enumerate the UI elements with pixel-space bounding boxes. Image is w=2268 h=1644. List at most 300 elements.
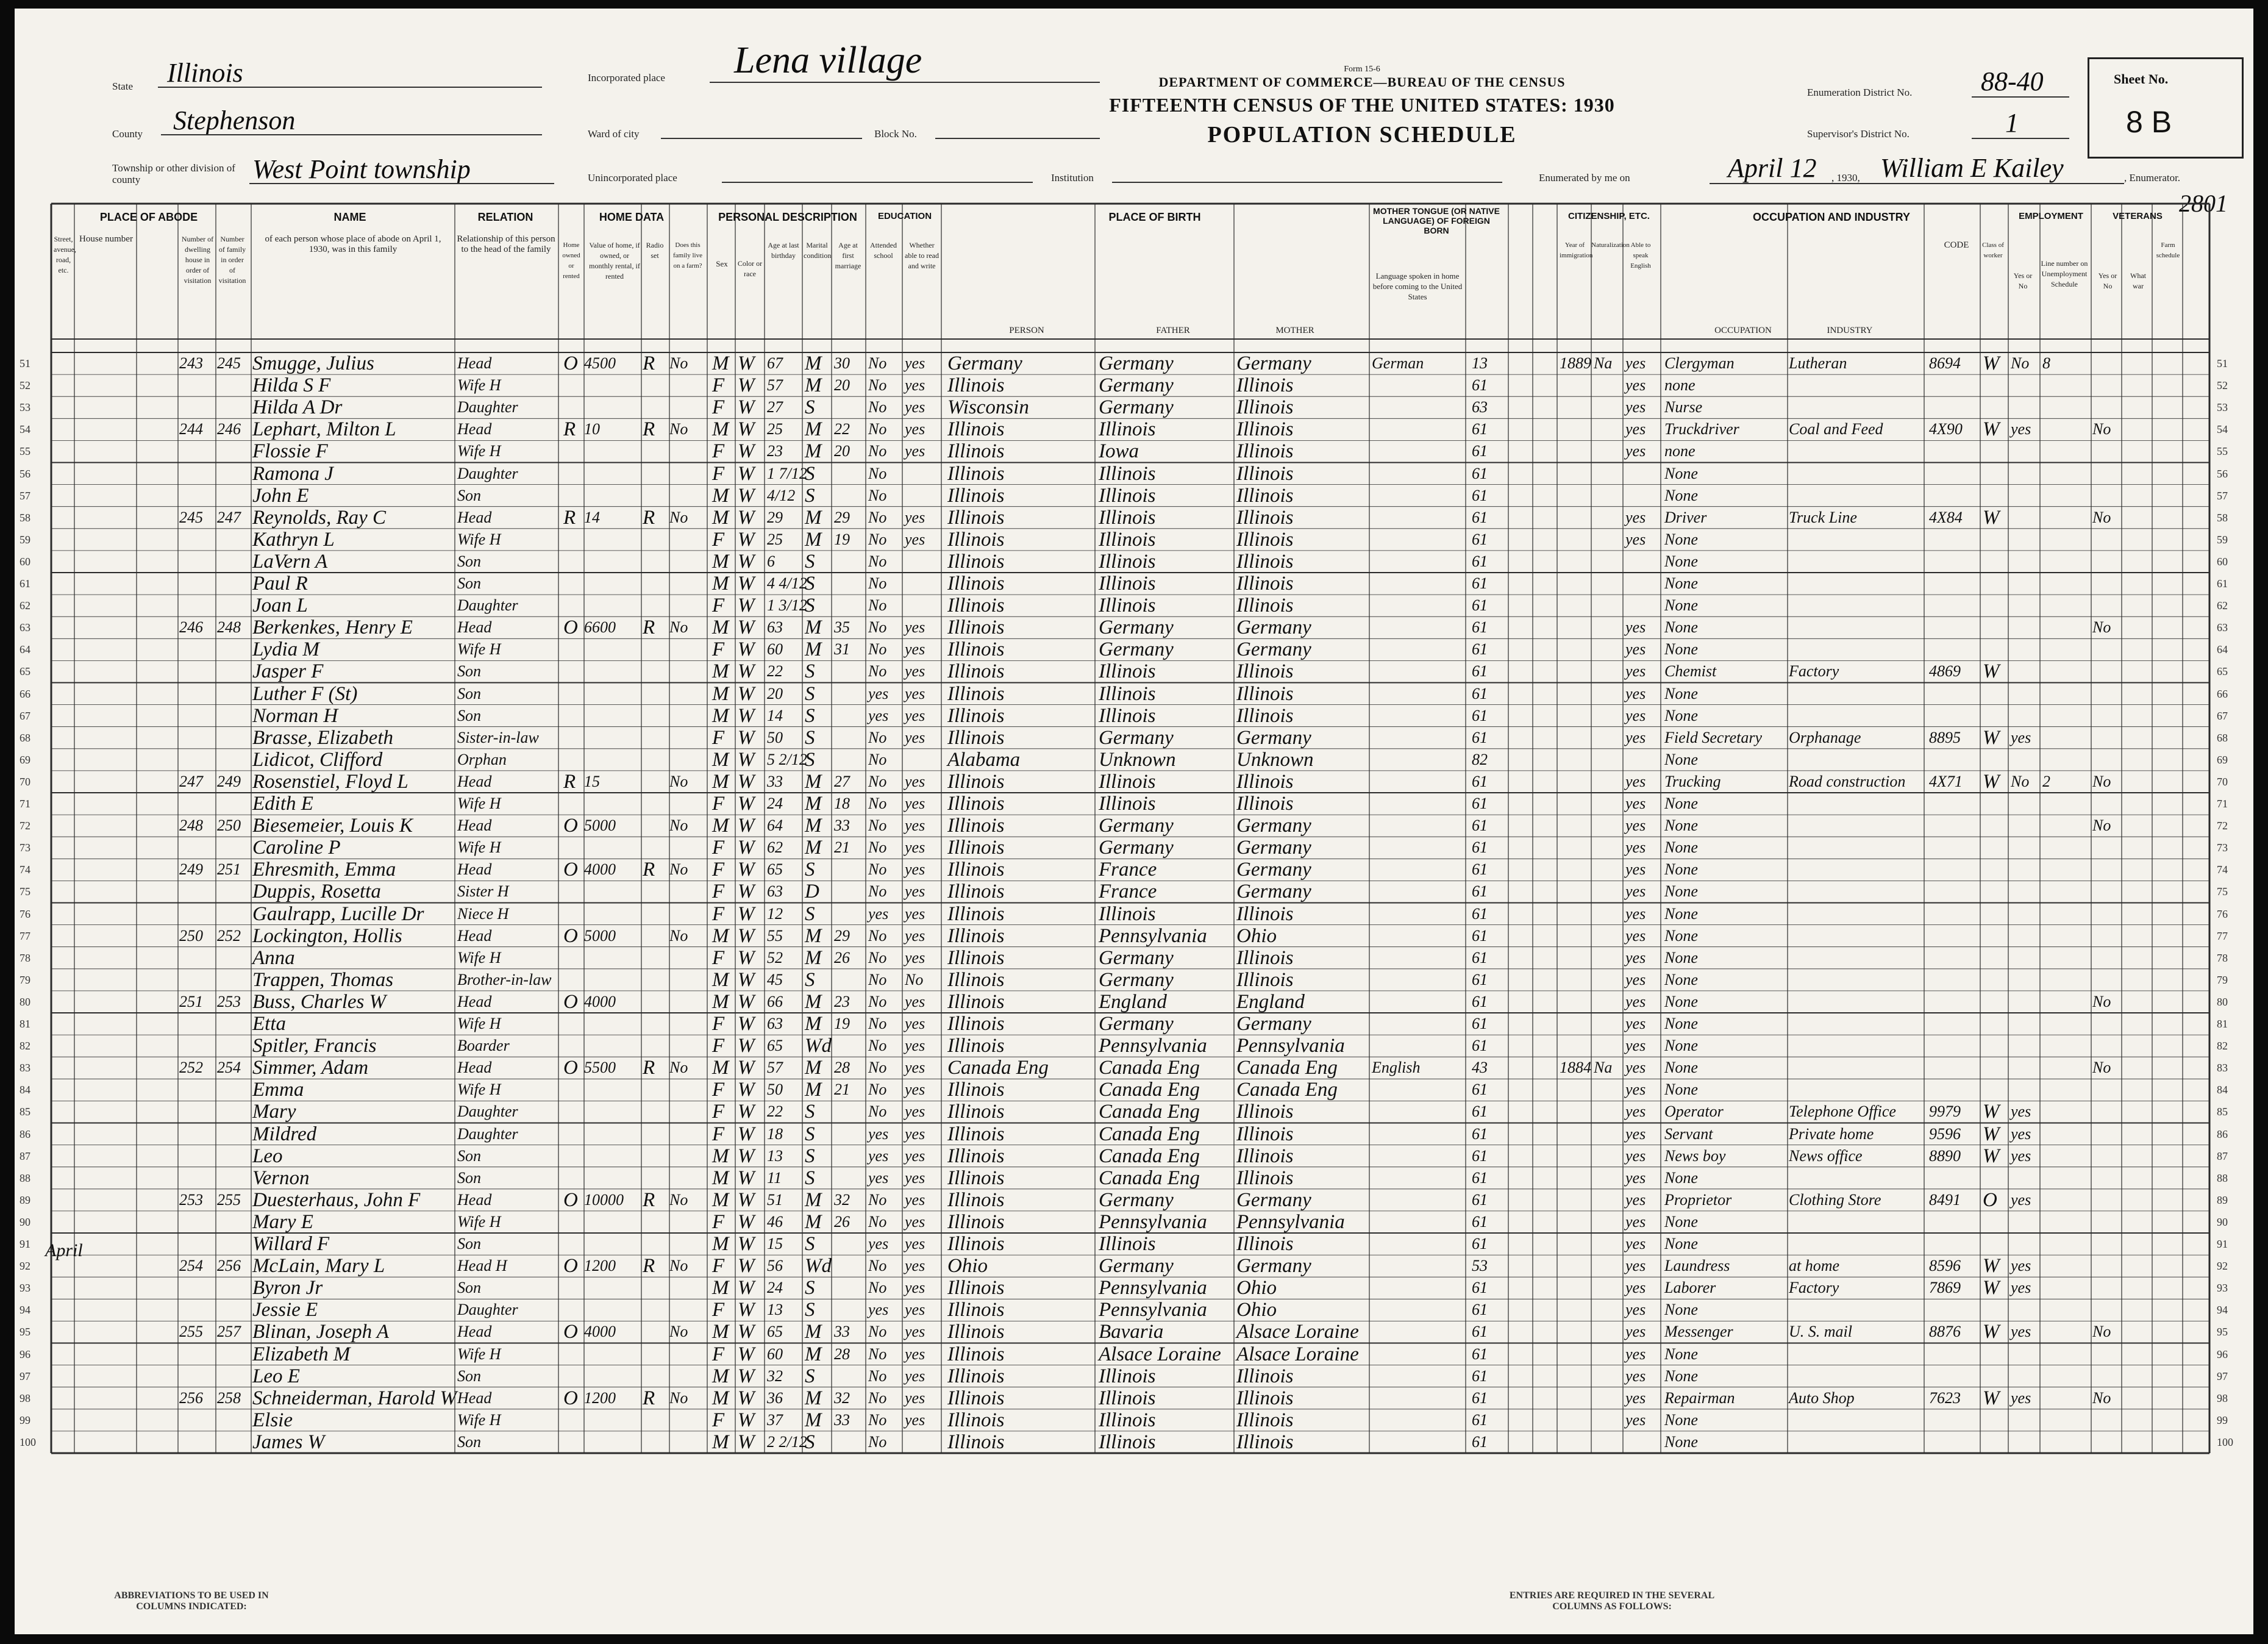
cell-name: Luther F (St) bbox=[252, 682, 358, 705]
cell-employed bbox=[2011, 463, 2038, 485]
cell-relation: Son bbox=[457, 662, 481, 681]
cell-age-married: 19 bbox=[834, 1015, 850, 1032]
cell-tongue bbox=[1372, 1299, 1463, 1321]
cell-natz bbox=[1594, 1409, 1621, 1431]
cell-tenure bbox=[563, 1365, 582, 1387]
cell-family bbox=[217, 529, 248, 551]
cell-ind-code bbox=[1929, 1431, 1980, 1453]
cell-school: yes bbox=[868, 1235, 889, 1253]
cell-tenure bbox=[563, 1277, 582, 1299]
cell-birth-person: Illinois bbox=[947, 990, 1005, 1013]
cell-line: 89 bbox=[20, 1193, 30, 1206]
cell-immig bbox=[1560, 683, 1591, 705]
cell-marital: S bbox=[805, 1145, 815, 1167]
cell-tongue bbox=[1372, 1211, 1463, 1233]
cell-veteran bbox=[2092, 1189, 2123, 1211]
cell-birth-person: Illinois bbox=[947, 550, 1005, 573]
cell-race: W bbox=[738, 924, 755, 947]
cell-tenure: O bbox=[563, 924, 578, 947]
cell-sex: F bbox=[712, 1299, 725, 1321]
cell-marital: S bbox=[805, 1365, 815, 1387]
cell-tongue bbox=[1372, 1101, 1463, 1123]
cell-race: W bbox=[738, 484, 755, 507]
cell-radio bbox=[643, 1101, 667, 1123]
cell-radio bbox=[643, 660, 667, 682]
cell-employed bbox=[2011, 837, 2038, 859]
cell-farm bbox=[669, 947, 705, 969]
cell-industry bbox=[1789, 529, 1923, 551]
cell-occupation: None bbox=[1664, 1081, 1698, 1099]
unincorporated-label: Unincorporated place bbox=[588, 172, 677, 184]
cell-name: McLain, Mary L bbox=[252, 1255, 385, 1278]
cell-radio bbox=[643, 1079, 667, 1101]
cell-radio bbox=[643, 925, 667, 947]
cell-natz bbox=[1594, 551, 1621, 573]
census-sheet bbox=[15, 9, 2253, 1634]
cell-employed bbox=[2011, 1409, 2038, 1431]
cell-occupation: None bbox=[1664, 552, 1698, 570]
cell-immig bbox=[1560, 1035, 1591, 1057]
col-industry: INDUSTRY bbox=[1827, 326, 1873, 335]
cell-tongue bbox=[1372, 396, 1463, 418]
cell-farm bbox=[669, 749, 705, 771]
cell-dwelling bbox=[179, 660, 216, 682]
cell-literate: yes bbox=[905, 706, 925, 724]
cell-literate: yes bbox=[905, 728, 925, 746]
cell-employed bbox=[2011, 1365, 2038, 1387]
cell-name: Mary E bbox=[252, 1210, 313, 1233]
cell-school: yes bbox=[868, 706, 889, 724]
cell-age: 65 bbox=[767, 1037, 783, 1055]
cell-name: Emma bbox=[252, 1079, 304, 1101]
cell-worker: O bbox=[1983, 1188, 1997, 1211]
cell-race: W bbox=[738, 1343, 755, 1365]
cell-natz bbox=[1594, 793, 1621, 815]
cell-age: 2 2/12 bbox=[767, 1432, 807, 1451]
cell-name: Mildred bbox=[252, 1123, 317, 1145]
cell-english: yes bbox=[1625, 1190, 1646, 1209]
cell-birth-person: Alabama bbox=[947, 748, 1021, 771]
cell-ind-code bbox=[1929, 837, 1980, 859]
cell-name: Anna bbox=[252, 946, 295, 969]
cell-family: 255 bbox=[217, 1190, 241, 1209]
cell-dwelling: 254 bbox=[179, 1257, 203, 1275]
cell-marital: S bbox=[805, 748, 815, 771]
cell-family bbox=[217, 1079, 248, 1101]
cell-industry: at home bbox=[1789, 1257, 1840, 1275]
cell-relation: Wife H bbox=[457, 838, 501, 857]
cell-ind-code: 7869 bbox=[1929, 1279, 1961, 1297]
cell-occupation: None bbox=[1664, 706, 1698, 724]
cell-ind-code bbox=[1929, 463, 1980, 485]
cell-birth-person: Illinois bbox=[947, 837, 1005, 859]
cell-veteran bbox=[2092, 440, 2123, 462]
cell-relation: Wife H bbox=[457, 442, 501, 460]
cell-tongue bbox=[1372, 551, 1463, 573]
cell-relation: Head bbox=[457, 1388, 492, 1407]
table-row bbox=[15, 683, 2253, 705]
cell-occupation: Operator bbox=[1664, 1103, 1724, 1121]
cell-age: 65 bbox=[767, 860, 783, 879]
table-row bbox=[15, 969, 2253, 991]
cell-relation: Head bbox=[457, 420, 492, 438]
sheet-value: 8 B bbox=[2126, 105, 2172, 139]
cell-age: 4 4/12 bbox=[767, 574, 807, 592]
cell-name: Jessie E bbox=[252, 1299, 318, 1321]
cell-code: 61 bbox=[1472, 640, 1488, 659]
cell-ind-code: 4X71 bbox=[1929, 772, 1963, 790]
cell-literate bbox=[905, 749, 940, 771]
cell-birth-mother: Germany bbox=[1236, 616, 1311, 639]
cell-dwelling: 256 bbox=[179, 1388, 203, 1407]
cell-family bbox=[217, 1343, 248, 1365]
cell-code: 61 bbox=[1472, 684, 1488, 702]
cell-marital: M bbox=[805, 638, 822, 661]
institution-label: Institution bbox=[1051, 172, 1094, 184]
cell-code: 61 bbox=[1472, 1301, 1488, 1319]
cell-birth-mother: Illinois bbox=[1236, 1101, 1294, 1123]
cell-literate: yes bbox=[905, 1015, 925, 1032]
table-row bbox=[15, 551, 2253, 573]
cell-industry bbox=[1789, 396, 1923, 418]
cell-age-married bbox=[834, 485, 863, 507]
cell-relation: Daughter bbox=[457, 398, 518, 416]
cell-natz bbox=[1594, 638, 1621, 660]
cell-immig bbox=[1560, 1123, 1591, 1145]
cell-name: Byron Jr bbox=[252, 1277, 323, 1299]
cell-natz bbox=[1594, 991, 1621, 1013]
cell-marital: S bbox=[805, 660, 815, 683]
cell-industry bbox=[1789, 638, 1923, 660]
cell-race: W bbox=[738, 1299, 755, 1321]
cell-dwelling: 243 bbox=[179, 354, 203, 372]
cell-family: 257 bbox=[217, 1323, 241, 1341]
cell-worker bbox=[1983, 683, 2007, 705]
cell-employed bbox=[2011, 705, 2038, 727]
cell-age-married bbox=[834, 1365, 863, 1387]
cell-veteran bbox=[2092, 1277, 2123, 1299]
cell-race: W bbox=[738, 837, 755, 859]
cell-birth-mother: Pennsylvania bbox=[1236, 1035, 1345, 1057]
cell-farm bbox=[669, 1145, 705, 1167]
cell-worker bbox=[1983, 616, 2007, 638]
cell-race: W bbox=[738, 616, 755, 639]
cell-tongue bbox=[1372, 1123, 1463, 1145]
cell-veteran: No bbox=[2092, 817, 2111, 835]
cell-radio bbox=[643, 1123, 667, 1145]
cell-birth-father: Illinois bbox=[1099, 418, 1156, 441]
cell-radio bbox=[643, 705, 667, 727]
cell-employed bbox=[2011, 1211, 2038, 1233]
cell-value bbox=[584, 1145, 640, 1167]
cell-immig bbox=[1560, 1167, 1591, 1189]
cell-birth-mother: Illinois bbox=[1236, 1387, 1294, 1409]
cell-line: 76 bbox=[20, 907, 30, 920]
cell-birth-father: Illinois bbox=[1099, 573, 1156, 595]
cell-farm bbox=[669, 1277, 705, 1299]
cell-name: Willard F bbox=[252, 1233, 330, 1255]
cell-ind-code bbox=[1929, 1365, 1980, 1387]
cell-code: 61 bbox=[1472, 530, 1488, 548]
cell-relation: Niece H bbox=[457, 904, 509, 923]
cell-veteran bbox=[2092, 859, 2123, 881]
cell-literate: yes bbox=[905, 618, 925, 637]
cell-code: 61 bbox=[1472, 552, 1488, 570]
cell-worker bbox=[1983, 638, 2007, 660]
cell-unemp-line bbox=[2042, 1211, 2089, 1233]
cell-natz bbox=[1594, 749, 1621, 771]
cell-birth-father: Illinois bbox=[1099, 550, 1156, 573]
cell-natz bbox=[1594, 771, 1621, 793]
cell-age: 52 bbox=[767, 948, 783, 967]
cell-employed bbox=[2011, 1299, 2038, 1321]
cell-natz bbox=[1594, 1233, 1621, 1255]
cell-tongue bbox=[1372, 573, 1463, 595]
cell-unemp-line bbox=[2042, 749, 2089, 771]
cell-natz bbox=[1594, 1013, 1621, 1035]
cell-radio bbox=[643, 815, 667, 837]
cell-value bbox=[584, 638, 640, 660]
cell-unemp-line bbox=[2042, 837, 2089, 859]
cell-age-married bbox=[834, 1233, 863, 1255]
cell-name: Vernon bbox=[252, 1167, 310, 1189]
cell-race: W bbox=[738, 1210, 755, 1233]
cell-occupation: Laundress bbox=[1664, 1257, 1730, 1275]
cell-age-married: 22 bbox=[834, 420, 850, 438]
cell-birth-mother: Illinois bbox=[1236, 396, 1294, 419]
cell-race: W bbox=[738, 815, 755, 837]
cell-code: 61 bbox=[1472, 1345, 1488, 1363]
cell-literate: yes bbox=[905, 1124, 925, 1143]
cell-tenure bbox=[563, 551, 582, 573]
cell-line: 65 bbox=[20, 665, 30, 678]
cell-tongue bbox=[1372, 1255, 1463, 1277]
cell-name: Duesterhaus, John F bbox=[252, 1188, 421, 1211]
cell-immig bbox=[1560, 638, 1591, 660]
cell-employed: yes bbox=[2011, 728, 2031, 746]
cell-value bbox=[584, 837, 640, 859]
cell-birth-mother: Illinois bbox=[1236, 946, 1294, 969]
cell-age-married: 33 bbox=[834, 1323, 850, 1341]
cell-industry bbox=[1789, 595, 1923, 616]
cell-occupation: Repairman bbox=[1664, 1388, 1735, 1407]
cell-veteran bbox=[2092, 1123, 2123, 1145]
table-row bbox=[15, 749, 2253, 771]
cell-farm bbox=[669, 660, 705, 682]
cell-birth-person: Illinois bbox=[947, 793, 1005, 815]
cell-industry bbox=[1789, 551, 1923, 573]
cell-age: 67 bbox=[767, 354, 783, 372]
cell-name: Leo E bbox=[252, 1365, 300, 1387]
cell-literate: yes bbox=[905, 1081, 925, 1099]
cell-name: James W bbox=[252, 1431, 325, 1453]
cell-tenure: O bbox=[563, 1188, 578, 1211]
cell-occupation: Chemist bbox=[1664, 662, 1717, 681]
cell-employed bbox=[2011, 1233, 2038, 1255]
line-number-right: 57 bbox=[2217, 489, 2228, 502]
cell-value bbox=[584, 793, 640, 815]
col-employed: Yes or No bbox=[2013, 271, 2033, 290]
cell-literate: yes bbox=[905, 1212, 925, 1231]
cell-english: yes bbox=[1625, 662, 1646, 681]
cell-code: 61 bbox=[1472, 1168, 1488, 1187]
cell-natz bbox=[1594, 1123, 1621, 1145]
cell-tenure bbox=[563, 440, 582, 462]
cell-marital: M bbox=[805, 616, 822, 639]
cell-occupation: None bbox=[1664, 574, 1698, 592]
col-name: of each person whose place of abode on April 1, 1930, was in this family bbox=[265, 234, 441, 254]
cell-relation: Wife H bbox=[457, 948, 501, 967]
cell-natz bbox=[1594, 616, 1621, 638]
cell-immig bbox=[1560, 1145, 1591, 1167]
cell-code: 61 bbox=[1472, 1367, 1488, 1385]
cell-employed bbox=[2011, 969, 2038, 991]
cell-english bbox=[1625, 1431, 1660, 1453]
cell-age: 36 bbox=[767, 1388, 783, 1407]
cell-birth-person: Illinois bbox=[947, 946, 1005, 969]
cell-family bbox=[217, 1365, 248, 1387]
cell-ind-code bbox=[1929, 396, 1980, 418]
col-immigration: Year of immigration bbox=[1560, 241, 1593, 259]
cell-school: No bbox=[868, 1081, 887, 1099]
cell-race: W bbox=[738, 1167, 755, 1189]
schedule-title: POPULATION SCHEDULE bbox=[1207, 122, 1517, 148]
cell-industry bbox=[1789, 749, 1923, 771]
cell-birth-mother: Illinois bbox=[1236, 374, 1294, 397]
cell-employed bbox=[2011, 683, 2038, 705]
cell-farm: No bbox=[669, 1059, 688, 1077]
cell-worker bbox=[1983, 485, 2007, 507]
cell-immig bbox=[1560, 1365, 1591, 1387]
cell-age: 13 bbox=[767, 1146, 783, 1165]
cell-literate: yes bbox=[905, 992, 925, 1010]
cell-immig bbox=[1560, 418, 1591, 440]
col-farm-schedule: Farm schedule bbox=[2156, 241, 2180, 259]
cell-line: 81 bbox=[20, 1018, 30, 1030]
cell-english: yes bbox=[1625, 1367, 1646, 1385]
line-number-right: 53 bbox=[2217, 401, 2228, 414]
cell-unemp-line bbox=[2042, 440, 2089, 462]
cell-industry bbox=[1789, 1233, 1923, 1255]
cell-worker bbox=[1983, 837, 2007, 859]
cell-immig bbox=[1560, 1013, 1591, 1035]
line-number-right: 95 bbox=[2217, 1326, 2228, 1338]
cell-sex: M bbox=[712, 990, 729, 1013]
cell-dwelling bbox=[179, 1123, 216, 1145]
cell-tenure bbox=[563, 1211, 582, 1233]
cell-natz bbox=[1594, 1167, 1621, 1189]
cell-employed: yes bbox=[2011, 1388, 2031, 1407]
cell-english: yes bbox=[1625, 1235, 1646, 1253]
cell-age-married: 21 bbox=[834, 838, 850, 857]
cell-race: W bbox=[738, 770, 755, 793]
cell-radio bbox=[643, 1035, 667, 1057]
cell-birth-father: Pennsylvania bbox=[1099, 1299, 1207, 1321]
cell-tenure bbox=[563, 1101, 582, 1123]
cell-farm bbox=[669, 1101, 705, 1123]
cell-marital: M bbox=[805, 1387, 822, 1409]
cell-worker: W bbox=[1983, 1255, 2000, 1278]
cell-worker bbox=[1983, 1343, 2007, 1365]
cell-tenure bbox=[563, 1409, 582, 1431]
cell-worker: W bbox=[1983, 418, 2000, 441]
cell-unemp-line bbox=[2042, 683, 2089, 705]
cell-age-married bbox=[834, 969, 863, 991]
cell-radio bbox=[643, 903, 667, 925]
cell-birth-person: Illinois bbox=[947, 815, 1005, 837]
cell-race: W bbox=[738, 990, 755, 1013]
cell-farm bbox=[669, 969, 705, 991]
cell-marital: M bbox=[805, 1343, 822, 1365]
cell-marital: S bbox=[805, 573, 815, 595]
cell-literate bbox=[905, 1431, 940, 1453]
col-house: House number bbox=[79, 234, 133, 244]
cell-birth-mother: Ohio bbox=[1236, 1277, 1277, 1299]
cell-birth-father: Illinois bbox=[1099, 484, 1156, 507]
cell-age-married bbox=[834, 683, 863, 705]
cell-natz bbox=[1594, 859, 1621, 881]
cell-name: Edith E bbox=[252, 793, 313, 815]
cell-name: Smugge, Julius bbox=[252, 352, 374, 374]
cell-english: yes bbox=[1625, 1146, 1646, 1165]
cell-ind-code bbox=[1929, 1233, 1980, 1255]
cell-occupation: Nurse bbox=[1664, 398, 1703, 416]
cell-value bbox=[584, 903, 640, 925]
cell-school: No bbox=[868, 728, 887, 746]
cell-relation: Wife H bbox=[457, 1345, 501, 1363]
cell-industry: Coal and Feed bbox=[1789, 420, 1883, 438]
cell-age: 45 bbox=[767, 970, 783, 988]
cell-birth-father: France bbox=[1099, 859, 1157, 881]
cell-marital: S bbox=[805, 1233, 815, 1255]
cell-worker bbox=[1983, 1233, 2007, 1255]
cell-industry: Truck Line bbox=[1789, 508, 1857, 526]
cell-dwelling bbox=[179, 638, 216, 660]
cell-marital: M bbox=[805, 1321, 822, 1343]
cell-employed bbox=[2011, 507, 2038, 529]
cell-tongue bbox=[1372, 793, 1463, 815]
cell-literate bbox=[905, 485, 940, 507]
line-number-right: 63 bbox=[2217, 621, 2228, 634]
cell-farm bbox=[669, 573, 705, 595]
cell-family: 246 bbox=[217, 420, 241, 438]
cell-immig bbox=[1560, 551, 1591, 573]
cell-age: 50 bbox=[767, 728, 783, 746]
cell-english: yes bbox=[1625, 508, 1646, 526]
cell-industry: Factory bbox=[1789, 1279, 1839, 1297]
cell-worker bbox=[1983, 1431, 2007, 1453]
block-label: Block No. bbox=[874, 128, 917, 140]
cell-sex: F bbox=[712, 396, 725, 419]
table-row bbox=[15, 1409, 2253, 1431]
cell-line: 51 bbox=[20, 357, 30, 370]
cell-natz bbox=[1594, 683, 1621, 705]
cell-age: 32 bbox=[767, 1367, 783, 1385]
cell-line: 71 bbox=[20, 798, 30, 810]
table-row bbox=[15, 1211, 2253, 1233]
cell-name: Blinan, Joseph A bbox=[252, 1321, 389, 1343]
cell-race: W bbox=[738, 506, 755, 529]
cell-industry bbox=[1789, 881, 1923, 902]
cell-immig bbox=[1560, 1409, 1591, 1431]
cell-sex: F bbox=[712, 859, 725, 881]
cell-birth-father: Germany bbox=[1099, 1013, 1174, 1035]
cell-occupation: None bbox=[1664, 1212, 1698, 1231]
cell-veteran bbox=[2092, 1013, 2123, 1035]
cell-employed bbox=[2011, 1343, 2038, 1365]
line-number-right: 100 bbox=[2217, 1435, 2233, 1448]
cell-code: 61 bbox=[1472, 882, 1488, 901]
